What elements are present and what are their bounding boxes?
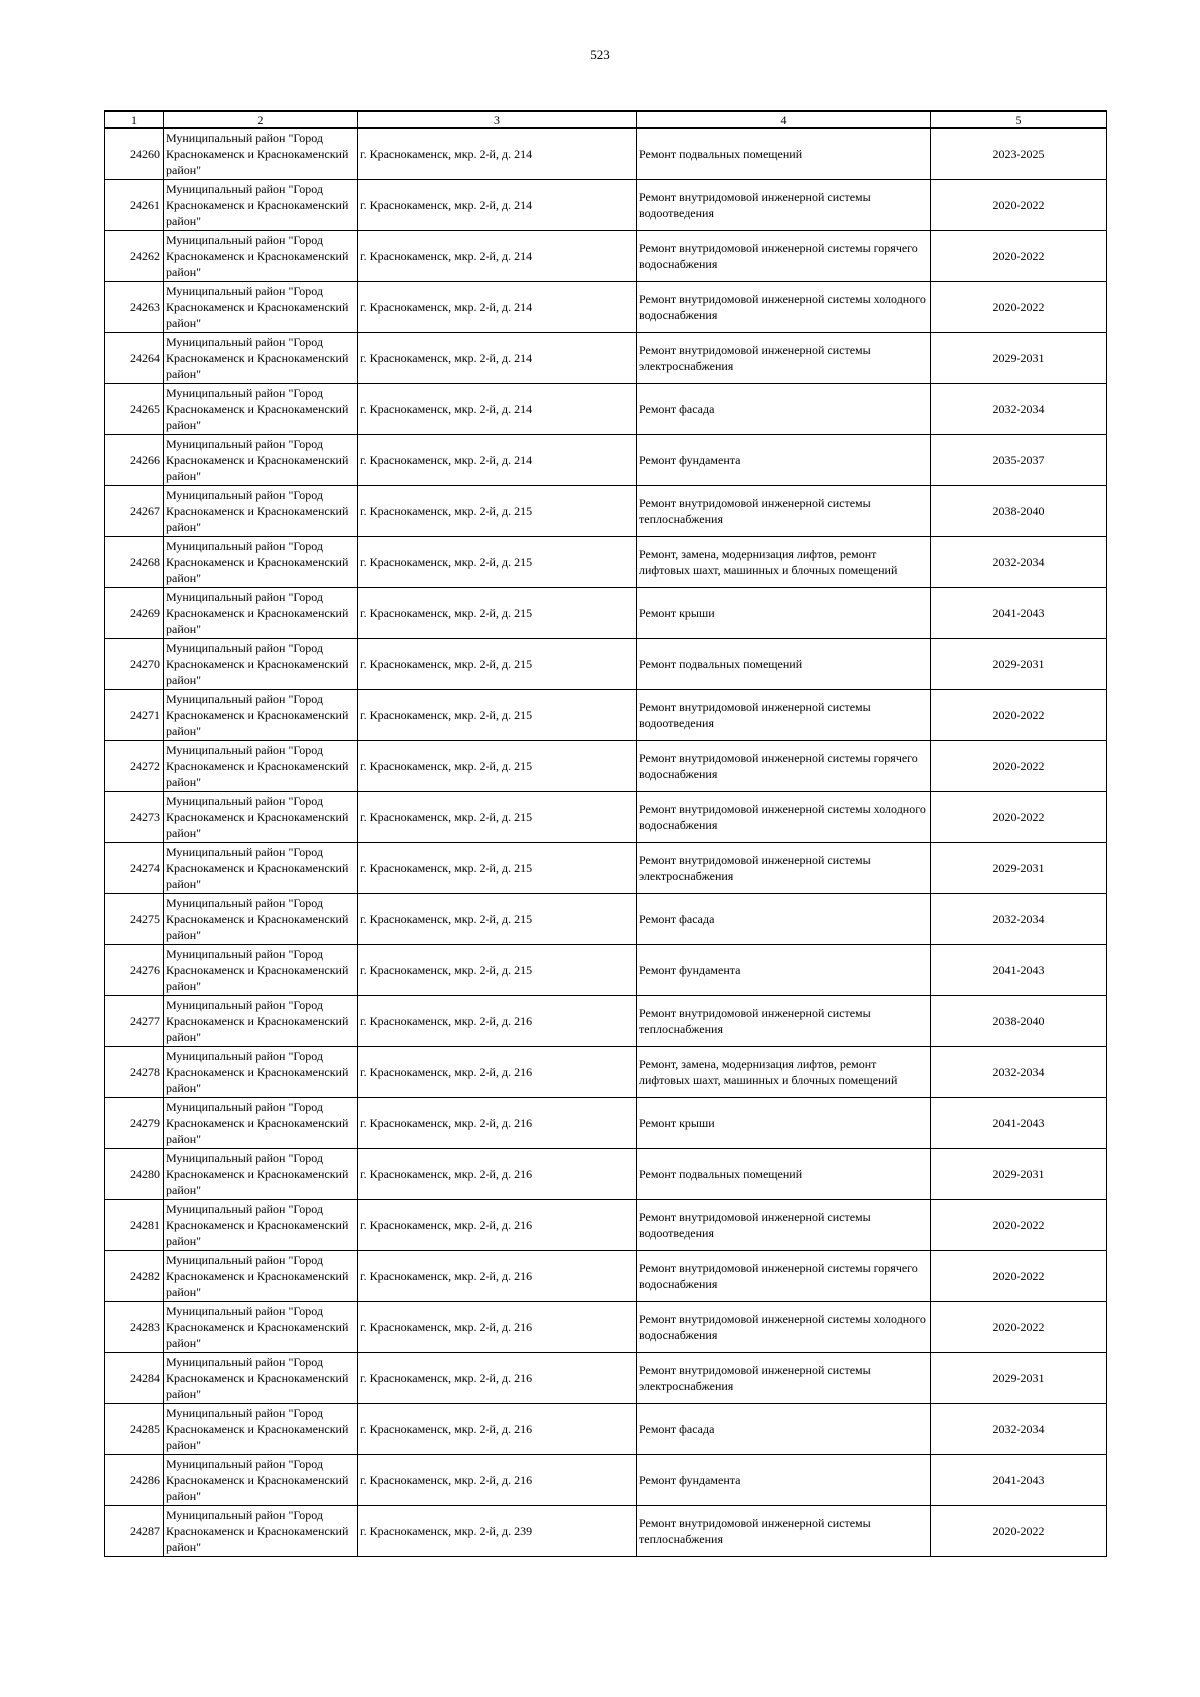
table-row: [105, 1097, 1107, 1148]
municipality-cell: Муниципальный район "Город Краснокаменск и Краснокаменский район": [164, 1505, 358, 1556]
municipality-cell: Муниципальный район "Город Краснокаменск и Краснокаменский район": [164, 536, 358, 587]
work-type-cell: Ремонт внутридомовой инженерной системы теплоснабжения: [637, 995, 931, 1046]
table-row: [105, 791, 1107, 842]
municipality-cell: Муниципальный район "Город Краснокаменск и Краснокаменский район": [164, 1250, 358, 1301]
address-cell: г. Краснокаменск, мкр. 2-й, д. 214: [358, 179, 637, 230]
table-row: [105, 1505, 1107, 1556]
address-cell: г. Краснокаменск, мкр. 2-й, д. 215: [358, 842, 637, 893]
work-type-cell: Ремонт внутридомовой инженерной системы теплоснабжения: [637, 485, 931, 536]
address-cell: г. Краснокаменск, мкр. 2-й, д. 215: [358, 944, 637, 995]
table-row: [105, 128, 1107, 179]
municipality-cell: Муниципальный район "Город Краснокаменск и Краснокаменский район": [164, 944, 358, 995]
row-number: 24287: [105, 1505, 164, 1556]
table-row: [105, 485, 1107, 536]
municipality-cell: Муниципальный район "Город Краснокаменск и Краснокаменский район": [164, 638, 358, 689]
column-header-5: 5: [931, 111, 1107, 128]
address-cell: г. Краснокаменск, мкр. 2-й, д. 216: [358, 1097, 637, 1148]
row-number: 24278: [105, 1046, 164, 1097]
address-cell: г. Краснокаменск, мкр. 2-й, д. 215: [358, 587, 637, 638]
municipality-cell: Муниципальный район "Город Краснокаменск и Краснокаменский район": [164, 740, 358, 791]
address-cell: г. Краснокаменск, мкр. 2-й, д. 214: [358, 281, 637, 332]
municipality-cell: Муниципальный район "Город Краснокаменск и Краснокаменский район": [164, 1046, 358, 1097]
period-cell: 2020-2022: [931, 281, 1107, 332]
municipality-cell: Муниципальный район "Город Краснокаменск и Краснокаменский район": [164, 179, 358, 230]
period-cell: 2020-2022: [931, 791, 1107, 842]
table-row: [105, 536, 1107, 587]
work-type-cell: Ремонт внутридомовой инженерной системы водоотведения: [637, 179, 931, 230]
address-cell: г. Краснокаменск, мкр. 2-й, д. 215: [358, 536, 637, 587]
municipality-cell: Муниципальный район "Город Краснокаменск и Краснокаменский район": [164, 230, 358, 281]
table-row: [105, 1046, 1107, 1097]
row-number: 24275: [105, 893, 164, 944]
row-number: 24285: [105, 1403, 164, 1454]
row-number: 24274: [105, 842, 164, 893]
address-cell: г. Краснокаменск, мкр. 2-й, д. 214: [358, 128, 637, 179]
work-type-cell: Ремонт внутридомовой инженерной системы электроснабжения: [637, 332, 931, 383]
table-row: [105, 230, 1107, 281]
municipality-cell: Муниципальный район "Город Краснокаменск и Краснокаменский район": [164, 689, 358, 740]
work-type-cell: Ремонт внутридомовой инженерной системы горячего водоснабжения: [637, 740, 931, 791]
address-cell: г. Краснокаменск, мкр. 2-й, д. 214: [358, 332, 637, 383]
work-type-cell: Ремонт, замена, модернизация лифтов, ремонт лифтовых шахт, машинных и блочных помещений: [637, 1046, 931, 1097]
municipality-cell: Муниципальный район "Город Краснокаменск и Краснокаменский район": [164, 128, 358, 179]
capital-repair-table: [104, 110, 1107, 1557]
table-row: [105, 740, 1107, 791]
work-type-cell: Ремонт внутридомовой инженерной системы холодного водоснабжения: [637, 1301, 931, 1352]
row-number: 24264: [105, 332, 164, 383]
period-cell: 2032-2034: [931, 383, 1107, 434]
municipality-cell: Муниципальный район "Город Краснокаменск и Краснокаменский район": [164, 1352, 358, 1403]
period-cell: 2032-2034: [931, 1046, 1107, 1097]
work-type-cell: Ремонт внутридомовой инженерной системы водоотведения: [637, 689, 931, 740]
municipality-cell: Муниципальный район "Город Краснокаменск и Краснокаменский район": [164, 1148, 358, 1199]
column-header-3: 3: [358, 111, 637, 128]
work-type-cell: Ремонт внутридомовой инженерной системы электроснабжения: [637, 842, 931, 893]
work-type-cell: Ремонт, замена, модернизация лифтов, ремонт лифтовых шахт, машинных и блочных помещений: [637, 536, 931, 587]
period-cell: 2032-2034: [931, 893, 1107, 944]
period-cell: 2035-2037: [931, 434, 1107, 485]
municipality-cell: Муниципальный район "Город Краснокаменск и Краснокаменский район": [164, 893, 358, 944]
municipality-cell: Муниципальный район "Город Краснокаменск и Краснокаменский район": [164, 1199, 358, 1250]
table-body: [105, 128, 1107, 1556]
row-number: 24280: [105, 1148, 164, 1199]
work-type-cell: Ремонт подвальных помещений: [637, 128, 931, 179]
period-cell: 2020-2022: [931, 1250, 1107, 1301]
table-row: [105, 689, 1107, 740]
period-cell: 2029-2031: [931, 638, 1107, 689]
table-row: [105, 944, 1107, 995]
address-cell: г. Краснокаменск, мкр. 2-й, д. 215: [358, 893, 637, 944]
row-number: 24279: [105, 1097, 164, 1148]
period-cell: 2029-2031: [931, 332, 1107, 383]
period-cell: 2029-2031: [931, 1352, 1107, 1403]
work-type-cell: Ремонт фундамента: [637, 944, 931, 995]
row-number: 24272: [105, 740, 164, 791]
row-number: 24283: [105, 1301, 164, 1352]
work-type-cell: Ремонт крыши: [637, 1097, 931, 1148]
address-cell: г. Краснокаменск, мкр. 2-й, д. 215: [358, 485, 637, 536]
work-type-cell: Ремонт внутридомовой инженерной системы холодного водоснабжения: [637, 791, 931, 842]
table-row: [105, 587, 1107, 638]
row-number: 24273: [105, 791, 164, 842]
row-number: 24262: [105, 230, 164, 281]
period-cell: 2020-2022: [931, 1301, 1107, 1352]
period-cell: 2023-2025: [931, 128, 1107, 179]
table-row: [105, 893, 1107, 944]
municipality-cell: Муниципальный район "Город Краснокаменск и Краснокаменский район": [164, 1097, 358, 1148]
work-type-cell: Ремонт фасада: [637, 893, 931, 944]
address-cell: г. Краснокаменск, мкр. 2-й, д. 216: [358, 1250, 637, 1301]
table-row: [105, 1403, 1107, 1454]
work-type-cell: Ремонт внутридомовой инженерной системы горячего водоснабжения: [637, 1250, 931, 1301]
column-header-2: 2: [164, 111, 358, 128]
period-cell: 2032-2034: [931, 536, 1107, 587]
row-number: 24265: [105, 383, 164, 434]
period-cell: 2020-2022: [931, 1505, 1107, 1556]
municipality-cell: Муниципальный район "Город Краснокаменск и Краснокаменский район": [164, 791, 358, 842]
address-cell: г. Краснокаменск, мкр. 2-й, д. 216: [358, 1199, 637, 1250]
period-cell: 2041-2043: [931, 1454, 1107, 1505]
row-number: 24270: [105, 638, 164, 689]
work-type-cell: Ремонт подвальных помещений: [637, 1148, 931, 1199]
row-number: 24260: [105, 128, 164, 179]
table-row: [105, 638, 1107, 689]
period-cell: 2020-2022: [931, 740, 1107, 791]
table-header-row: [105, 111, 1107, 128]
address-cell: г. Краснокаменск, мкр. 2-й, д. 239: [358, 1505, 637, 1556]
work-type-cell: Ремонт внутридомовой инженерной системы электроснабжения: [637, 1352, 931, 1403]
table-row: [105, 1199, 1107, 1250]
address-cell: г. Краснокаменск, мкр. 2-й, д. 216: [358, 1454, 637, 1505]
period-cell: 2029-2031: [931, 1148, 1107, 1199]
period-cell: 2020-2022: [931, 230, 1107, 281]
address-cell: г. Краснокаменск, мкр. 2-й, д. 214: [358, 434, 637, 485]
row-number: 24284: [105, 1352, 164, 1403]
row-number: 24267: [105, 485, 164, 536]
period-cell: 2020-2022: [931, 689, 1107, 740]
address-cell: г. Краснокаменск, мкр. 2-й, д. 216: [358, 1403, 637, 1454]
row-number: 24277: [105, 995, 164, 1046]
period-cell: 2029-2031: [931, 842, 1107, 893]
period-cell: 2041-2043: [931, 1097, 1107, 1148]
table-row: [105, 434, 1107, 485]
work-type-cell: Ремонт крыши: [637, 587, 931, 638]
address-cell: г. Краснокаменск, мкр. 2-й, д. 214: [358, 230, 637, 281]
table-row: [105, 842, 1107, 893]
work-type-cell: Ремонт внутридомовой инженерной системы теплоснабжения: [637, 1505, 931, 1556]
address-cell: г. Краснокаменск, мкр. 2-й, д. 215: [358, 689, 637, 740]
municipality-cell: Муниципальный район "Город Краснокаменск и Краснокаменский район": [164, 383, 358, 434]
address-cell: г. Краснокаменск, мкр. 2-й, д. 214: [358, 383, 637, 434]
municipality-cell: Муниципальный район "Город Краснокаменск и Краснокаменский район": [164, 587, 358, 638]
period-cell: 2020-2022: [931, 1199, 1107, 1250]
address-cell: г. Краснокаменск, мкр. 2-й, д. 216: [358, 1301, 637, 1352]
column-header-4: 4: [637, 111, 931, 128]
work-type-cell: Ремонт внутридомовой инженерной системы горячего водоснабжения: [637, 230, 931, 281]
table-row: [105, 383, 1107, 434]
period-cell: 2041-2043: [931, 944, 1107, 995]
period-cell: 2020-2022: [931, 179, 1107, 230]
municipality-cell: Муниципальный район "Город Краснокаменск и Краснокаменский район": [164, 842, 358, 893]
table-row: [105, 332, 1107, 383]
row-number: 24263: [105, 281, 164, 332]
table-row: [105, 1250, 1107, 1301]
table-row: [105, 995, 1107, 1046]
municipality-cell: Муниципальный район "Город Краснокаменск и Краснокаменский район": [164, 995, 358, 1046]
table-row: [105, 1352, 1107, 1403]
row-number: 24269: [105, 587, 164, 638]
row-number: 24281: [105, 1199, 164, 1250]
row-number: 24261: [105, 179, 164, 230]
row-number: 24282: [105, 1250, 164, 1301]
period-cell: 2038-2040: [931, 995, 1107, 1046]
row-number: 24266: [105, 434, 164, 485]
work-type-cell: Ремонт фасада: [637, 1403, 931, 1454]
municipality-cell: Муниципальный район "Город Краснокаменск и Краснокаменский район": [164, 281, 358, 332]
table-row: [105, 281, 1107, 332]
table-row: [105, 1301, 1107, 1352]
row-number: 24276: [105, 944, 164, 995]
municipality-cell: Муниципальный район "Город Краснокаменск и Краснокаменский район": [164, 1403, 358, 1454]
row-number: 24268: [105, 536, 164, 587]
municipality-cell: Муниципальный район "Город Краснокаменск и Краснокаменский район": [164, 1454, 358, 1505]
page-number: 523: [590, 47, 610, 62]
work-type-cell: Ремонт внутридомовой инженерной системы холодного водоснабжения: [637, 281, 931, 332]
address-cell: г. Краснокаменск, мкр. 2-й, д. 216: [358, 1352, 637, 1403]
table-row: [105, 1148, 1107, 1199]
row-number: 24286: [105, 1454, 164, 1505]
table-row: [105, 1454, 1107, 1505]
address-cell: г. Краснокаменск, мкр. 2-й, д. 215: [358, 740, 637, 791]
period-cell: 2038-2040: [931, 485, 1107, 536]
period-cell: 2041-2043: [931, 587, 1107, 638]
row-number: 24271: [105, 689, 164, 740]
address-cell: г. Краснокаменск, мкр. 2-й, д. 216: [358, 1148, 637, 1199]
work-type-cell: Ремонт фасада: [637, 383, 931, 434]
column-header-1: 1: [105, 111, 164, 128]
municipality-cell: Муниципальный район "Город Краснокаменск и Краснокаменский район": [164, 485, 358, 536]
address-cell: г. Краснокаменск, мкр. 2-й, д. 215: [358, 638, 637, 689]
municipality-cell: Муниципальный район "Город Краснокаменск и Краснокаменский район": [164, 332, 358, 383]
table-row: [105, 179, 1107, 230]
municipality-cell: Муниципальный район "Город Краснокаменск и Краснокаменский район": [164, 434, 358, 485]
work-type-cell: Ремонт подвальных помещений: [637, 638, 931, 689]
address-cell: г. Краснокаменск, мкр. 2-й, д. 216: [358, 1046, 637, 1097]
work-type-cell: Ремонт фундамента: [637, 434, 931, 485]
address-cell: г. Краснокаменск, мкр. 2-й, д. 216: [358, 995, 637, 1046]
period-cell: 2032-2034: [931, 1403, 1107, 1454]
work-type-cell: Ремонт фундамента: [637, 1454, 931, 1505]
address-cell: г. Краснокаменск, мкр. 2-й, д. 215: [358, 791, 637, 842]
municipality-cell: Муниципальный район "Город Краснокаменск и Краснокаменский район": [164, 1301, 358, 1352]
work-type-cell: Ремонт внутридомовой инженерной системы водоотведения: [637, 1199, 931, 1250]
